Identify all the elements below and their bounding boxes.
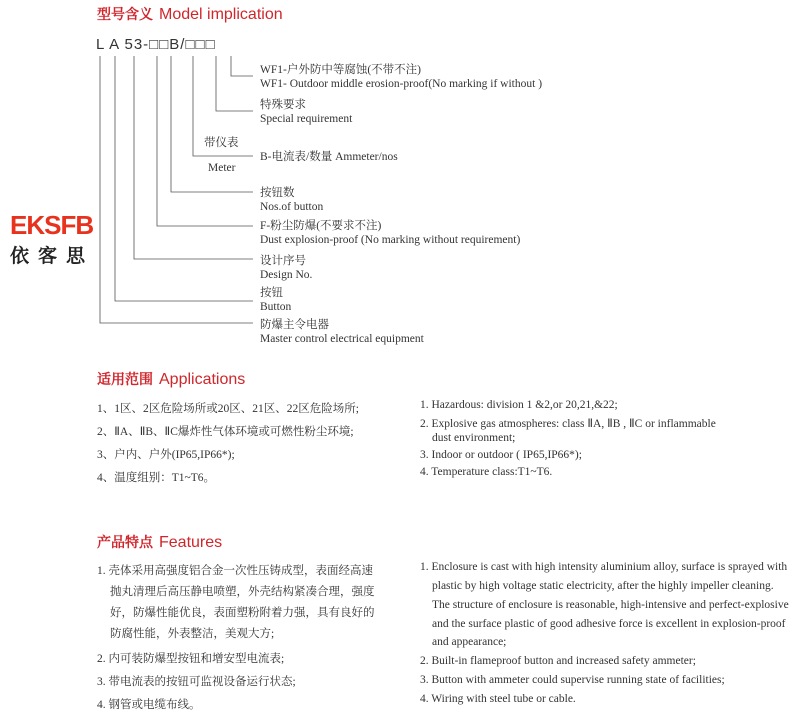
list-item: 2. Built-in flameproof button and increased safety ammeter; bbox=[420, 655, 696, 667]
list-item: 4. 钢管或电缆布线。 bbox=[97, 699, 201, 711]
line-a bbox=[115, 56, 253, 301]
heading-cn: 型号含义 bbox=[97, 6, 153, 22]
list-item: 抛丸清理后高压静电喷塑，外壳结构紧凑合理，强度 bbox=[110, 586, 375, 598]
logo-cn: 依客思 bbox=[10, 245, 95, 267]
list-item: The structure of enclosure is reasonable, high-intensive and perfect-explosive bbox=[432, 599, 789, 611]
list-item: 4、温度组别：T1~T6。 bbox=[97, 472, 216, 484]
features-en-list bbox=[420, 561, 789, 712]
list-item: 1. Hazardous: division 1 &2,or 20,21,&22; bbox=[420, 399, 618, 411]
features-heading: 产品特点 Features bbox=[97, 534, 223, 551]
list-item: 3. Indoor or outdoor ( IP65,IP66*); bbox=[420, 449, 582, 461]
list-item: dust environment; bbox=[432, 432, 516, 444]
list-item: 防腐性能，外表整洁，美观大方; bbox=[110, 628, 275, 640]
label-button: 按钮 Button bbox=[260, 287, 292, 313]
label-special: 特殊要求 Special requirement bbox=[260, 99, 353, 125]
list-item: and the surface plastic of good adhesive force is excellent in explosion-proof bbox=[432, 618, 786, 630]
meter-en: Meter bbox=[208, 162, 236, 174]
list-item: 4. Temperature class:T1~T6. bbox=[420, 466, 553, 478]
list-item: 1、1区、2区危险场所或20区、21区、22区危险场所; bbox=[97, 403, 359, 415]
label-master: 防爆主令电器 Master control electrical equipment bbox=[260, 319, 424, 345]
applications-cn-list bbox=[97, 400, 359, 492]
list-item: 1. 壳体采用高强度铝合金一次性压铸成型，表面经高速 bbox=[97, 565, 373, 577]
applications-heading: 适用范围 Applications bbox=[97, 371, 246, 388]
logo bbox=[10, 210, 94, 268]
label-wf1: WF1-户外防中等腐蚀(不带不注) WF1- Outdoor middle erosion-proof(No marking if without ) bbox=[260, 64, 543, 90]
model-diagram-lines bbox=[0, 0, 800, 360]
list-item: 3. Button with ammeter could supervise running state of facilities; bbox=[420, 674, 725, 686]
list-item: 好，防爆性能优良，表面塑粉附着力强，具有良好的 bbox=[110, 607, 375, 619]
heading-en: Model implication bbox=[159, 6, 283, 23]
line-box5 bbox=[231, 56, 253, 76]
list-item: 3. 带电流表的按钮可监视设备运行状态; bbox=[97, 676, 296, 688]
label-design: 设计序号 Design No. bbox=[260, 255, 313, 281]
line-box4 bbox=[216, 56, 253, 111]
label-ammeter: B-电流表/数量 Ammeter/nos bbox=[260, 151, 398, 163]
list-item: 3、户内、户外(IP65,IP66*); bbox=[97, 449, 235, 461]
list-item: 2. 内可装防爆型按钮和增安型电流表; bbox=[97, 653, 285, 665]
list-item: 2. Explosive gas atmospheres: class ⅡA, ⅡB , ⅡC or inflammable bbox=[420, 418, 716, 430]
applications-en-list bbox=[420, 399, 716, 483]
list-item: 1. Enclosure is cast with high intensity aluminium alloy, surface is sprayed with bbox=[420, 561, 788, 573]
label-dust: F-粉尘防爆(不要求不注) Dust explosion-proof (No marking without requirement) bbox=[260, 220, 521, 246]
line-l bbox=[100, 56, 253, 323]
model-code: L A 53-□□B/□□□ bbox=[96, 36, 216, 53]
line-53 bbox=[134, 56, 253, 259]
meter-cn: 带仪表 bbox=[204, 137, 239, 149]
features-cn-list bbox=[97, 562, 375, 717]
list-item: 4. Wiring with steel tube or cable. bbox=[420, 693, 576, 705]
logo-en: EKSFB bbox=[10, 210, 94, 240]
label-button-count: 按钮数 Nos.of button bbox=[260, 187, 324, 213]
list-item: 2、ⅡA、ⅡB、ⅡC爆炸性气体环境或可燃性粉尘环境; bbox=[97, 426, 354, 438]
list-item: plastic by high voltage static electricity, after the highly impeller cleaning. bbox=[432, 580, 774, 592]
list-item: and appearance; bbox=[432, 636, 507, 648]
